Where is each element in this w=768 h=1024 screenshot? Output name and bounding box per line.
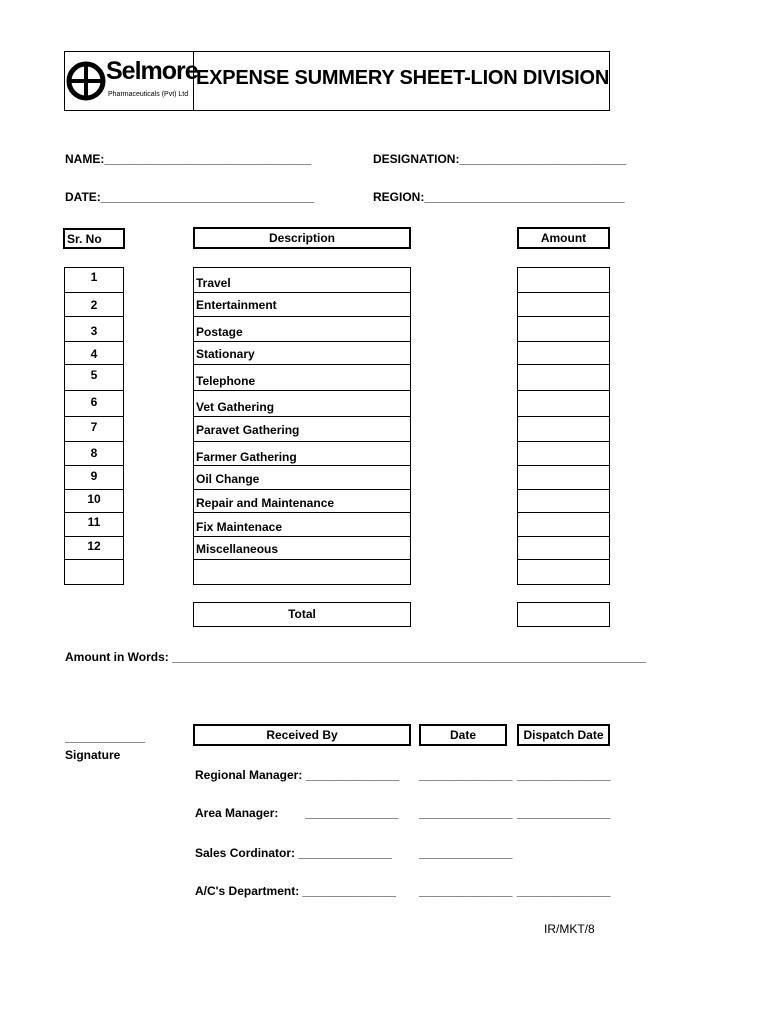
description-cell: Paravet Gathering [193,416,411,442]
srno-header: Sr. No [63,228,125,249]
form-code: IR/MKT/8 [544,922,595,936]
description-cell: Vet Gathering [193,390,411,417]
amount-cell[interactable] [517,489,610,513]
description-cell: Travel [193,267,411,293]
total-amount-cell[interactable] [517,602,610,627]
signature-line[interactable]: ____________ [65,730,146,744]
region-field[interactable]: REGION:______________________________ [373,190,625,204]
srno-cell: 10 [64,489,124,513]
dispatch-date-header: Dispatch Date [517,724,610,746]
srno-cell: 12 [64,536,124,560]
date-field[interactable]: DATE:________________________________ [65,190,315,204]
received-by-row-label[interactable]: A/C's Department: ______________ [195,884,396,898]
description-cell: Entertainment [193,292,411,317]
name-field[interactable]: NAME:_______________________________ [65,152,312,166]
selmore-logo-icon [66,54,108,108]
total-label-cell: Total [193,602,411,627]
srno-cell [64,559,124,585]
description-cell: Oil Change [193,465,411,490]
amount-cell[interactable] [517,559,610,585]
received-date-line[interactable]: ______________ [419,884,513,898]
amount-cell[interactable] [517,316,610,342]
srno-cell: 2 [64,292,124,317]
received-by-row-label[interactable]: Regional Manager: ______________ [195,768,400,782]
amount-cell[interactable] [517,416,610,442]
received-by-header: Received By [193,724,411,746]
amount-cell[interactable] [517,465,610,490]
amount-cell[interactable] [517,441,610,466]
srno-cell: 4 [64,341,124,365]
description-header: Description [193,227,411,249]
srno-cell: 8 [64,441,124,466]
received-date-line[interactable]: ______________ [419,768,513,782]
page-title: EXPENSE SUMMERY SHEET-LION DIVISION [196,67,610,89]
amount-cell[interactable] [517,390,610,417]
description-cell [193,559,411,585]
srno-cell: 11 [64,512,124,537]
received-date-line[interactable]: ______________ [419,846,513,860]
logo-text: Selmore [106,57,198,85]
amount-cell[interactable] [517,536,610,560]
logo [66,53,198,109]
signature-label: Signature [65,748,121,762]
dispatch-date-line[interactable]: ______________ [517,884,611,898]
received-by-row-label[interactable]: Sales Cordinator: ______________ [195,846,392,860]
srno-cell: 6 [64,390,124,417]
amount-in-words-field[interactable]: Amount in Words: _______________________________________________________________________ [65,650,646,664]
date-header: Date [419,724,507,746]
amount-cell[interactable] [517,292,610,317]
srno-cell: 1 [64,267,124,293]
amount-cell[interactable] [517,512,610,537]
logo-subtext: Pharmaceuticals (Pvt) Ltd [108,91,189,98]
srno-cell: 3 [64,316,124,342]
received-date-line[interactable]: ______________ [419,806,513,820]
designation-field[interactable]: DESIGNATION:_________________________ [373,152,627,166]
description-cell: Telephone [193,364,411,391]
amount-cell[interactable] [517,364,610,391]
description-cell: Farmer Gathering [193,441,411,466]
received-by-row-label[interactable]: Area Manager: ______________ [195,806,399,820]
description-cell: Fix Maintenace [193,512,411,537]
srno-cell: 7 [64,416,124,442]
amount-header: Amount [517,227,610,249]
description-cell: Miscellaneous [193,536,411,560]
srno-cell: 5 [64,364,124,391]
description-cell: Repair and Maintenance [193,489,411,513]
dispatch-date-line[interactable]: ______________ [517,806,611,820]
dispatch-date-line[interactable]: ______________ [517,768,611,782]
description-cell: Postage [193,316,411,342]
amount-cell[interactable] [517,267,610,293]
amount-cell[interactable] [517,341,610,365]
description-cell: Stationary [193,341,411,365]
srno-cell: 9 [64,465,124,490]
